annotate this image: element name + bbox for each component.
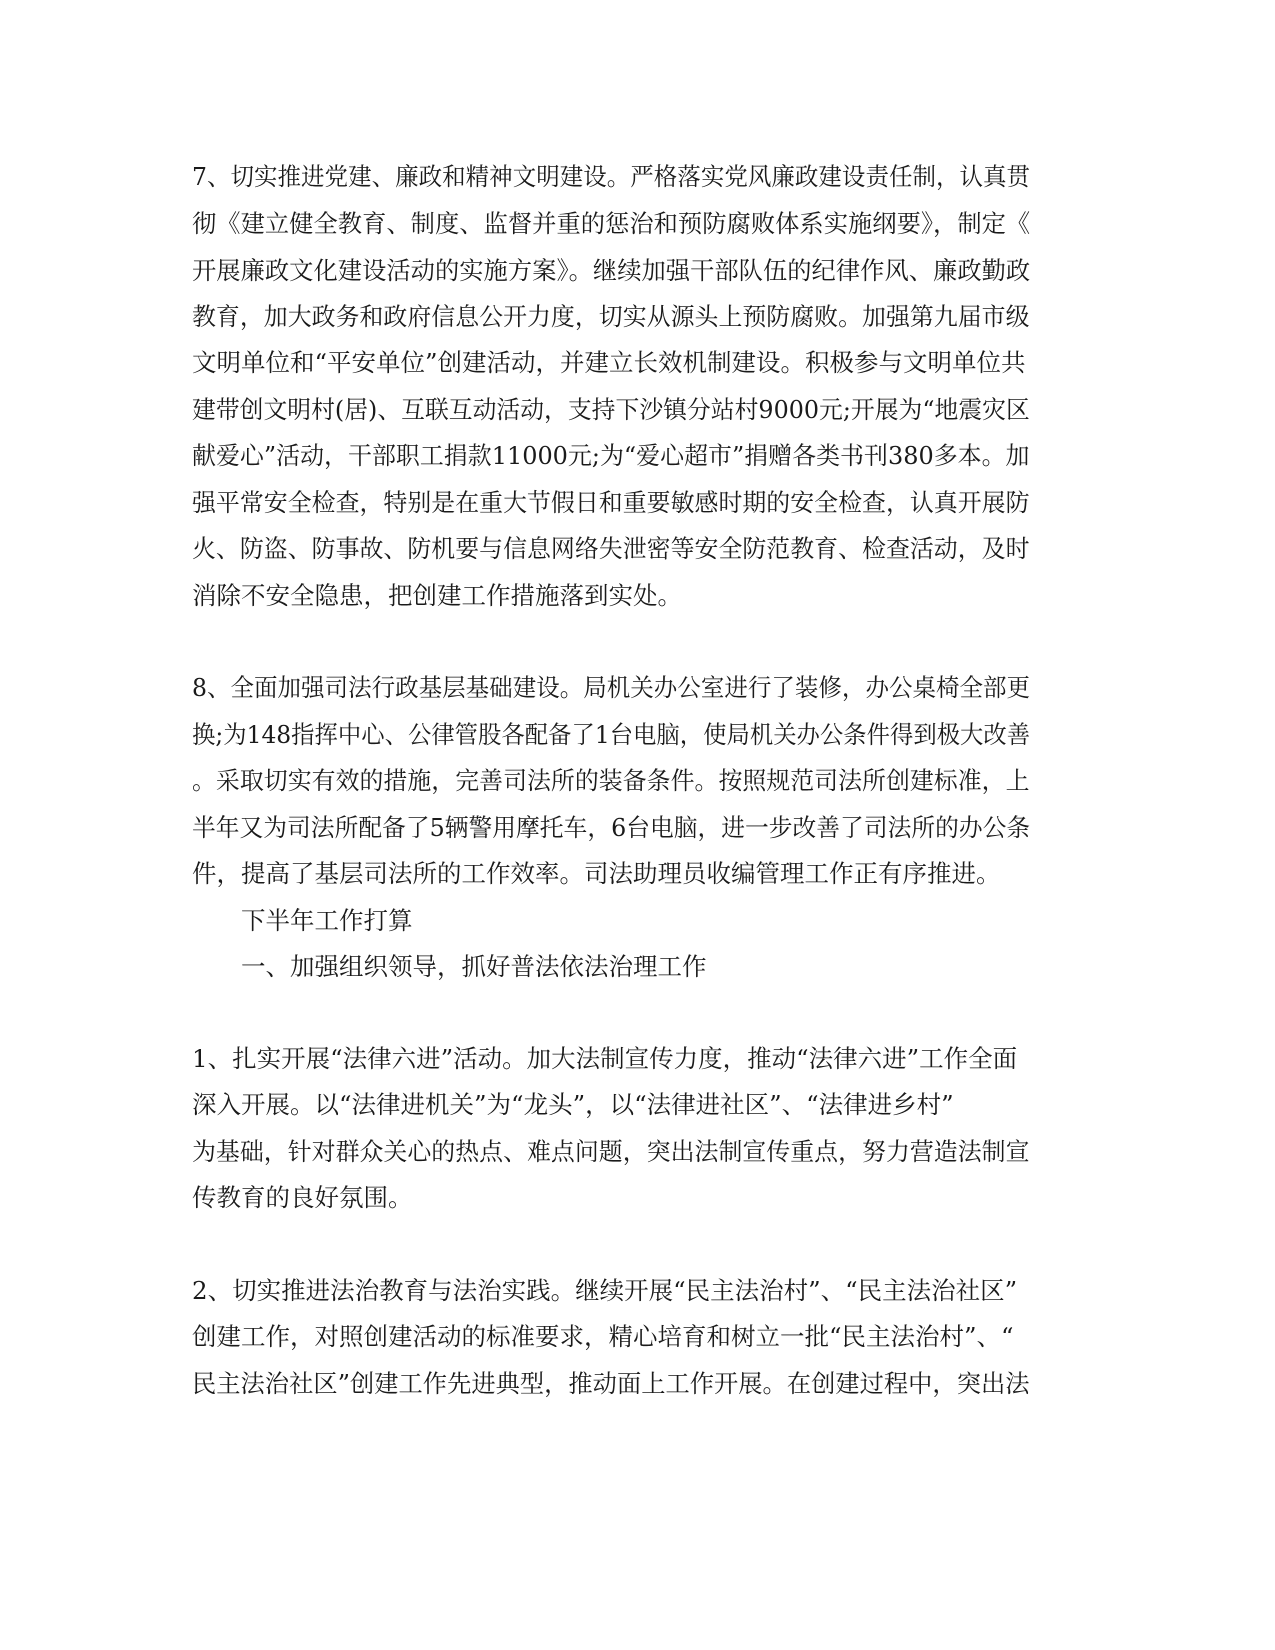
text-line: 7、切实推进党建、廉政和精神文明建设。严格落实党风廉政建设责任制，认真贯 [192, 162, 1031, 191]
text-line: 换;为148指挥中心、公律管股各配备了1台电脑，使局机关办公条件得到极大改善 [192, 720, 1031, 749]
text-line: 2、切实推进法治教育与法治实践。继续开展“民主法治村”、“民主法治社区” [192, 1276, 1018, 1305]
text-line: 开展廉政文化建设活动的实施方案》。继续加强干部队伍的纪律作风、廉政勤政 [192, 256, 1031, 285]
text-line: 彻《建立健全教育、制度、监督并重的惩治和预防腐败体系实施纲要》，制定《 [192, 209, 1031, 238]
text-line: 深入开展。以“法律进机关”为“龙头”，以“法律进社区”、“法律进乡村” [192, 1090, 954, 1119]
text-line: 消除不安全隐患，把创建工作措施落到实处。 [192, 581, 682, 610]
section-heading: 下半年工作打算 [241, 906, 413, 935]
text-line: 传教育的良好氛围。 [192, 1183, 413, 1212]
text-line: 半年又为司法所配备了5辆警用摩托车，6台电脑，进一步改善了司法所的办公条 [192, 813, 1031, 842]
text-line: 件，提高了基层司法所的工作效率。司法助理员收编管理工作正有序推进。 [192, 859, 1001, 888]
text-line: 民主法治社区”创建工作先进典型，推动面上工作开展。在创建过程中，突出法 [192, 1369, 1030, 1398]
text-line: 文明单位和“平安单位”创建活动，并建立长效机制建设。积极参与文明单位共 [192, 348, 1026, 377]
text-line: 献爱心”活动，干部职工捐款11000元;为“爱心超市”捐赠各类书刊380多本。加 [192, 441, 1030, 470]
text-line: 。采取切实有效的措施，完善司法所的装备条件。按照规范司法所创建标准，上 [192, 766, 1030, 795]
text-line: 创建工作，对照创建活动的标准要求，精心培育和树立一批“民主法治村”、“ [192, 1322, 1014, 1351]
text-line: 火、防盗、防事故、防机要与信息网络失泄密等安全防范教育、检查活动，及时 [192, 534, 1030, 563]
text-line: 为基础，针对群众关心的热点、难点问题，突出法制宣传重点，努力营造法制宣 [192, 1137, 1030, 1166]
subsection-heading: 一、加强组织领导，抓好普法依法治理工作 [241, 952, 707, 981]
text-line: 教育，加大政务和政府信息公开力度，切实从源头上预防腐败。加强第九届市级 [192, 302, 1030, 331]
text-line: 1、扎实开展“法律六进”活动。加大法制宣传力度，推动“法律六进”工作全面 [192, 1044, 1018, 1073]
text-line: 8、全面加强司法行政基层基础建设。局机关办公室进行了装修，办公桌椅全部更 [192, 673, 1031, 702]
text-line: 强平常安全检查，特别是在重大节假日和重要敏感时期的安全检查，认真开展防 [192, 488, 1030, 517]
text-line: 建带创文明村(居)、互联互动活动，支持下沙镇分站村9000元;开展为“地震灾区 [192, 395, 1030, 424]
